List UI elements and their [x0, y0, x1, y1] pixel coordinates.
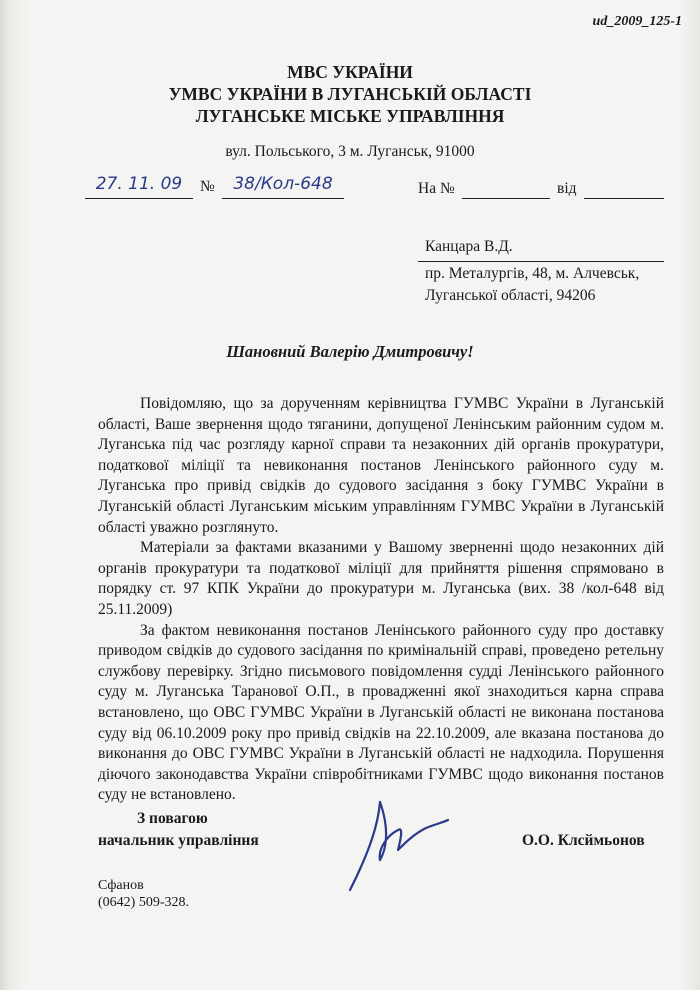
header-city-department: ЛУГАНСЬКЕ МІСЬКЕ УПРАВЛІННЯ: [195, 106, 505, 126]
body-paragraph-1: Повідомляю, що за дорученням керівництва ГУМВС України в Луганській області, Ваше звернення щодо тяганини, допущеної Ленінським районним судом м. Луганська під час розгляду карної справи та незаконних дій органів прокуратури, податкової міліції та невиконання постанов Ленінського районного суду м. Луганська про привід свідків до судового засідання з боку ГУМВС України в Луганській області Луганським міським управлінням ГУМВС України в Луганській області уважно розглянуто.: [98, 395, 664, 536]
recipient-divider: [418, 261, 664, 262]
letter-body: [98, 394, 664, 806]
greeting: Шановний Валерію Дмитровичу!: [226, 342, 474, 361]
executor-phone: (0642) 509-328.: [98, 895, 189, 910]
body-paragraph-2: Матеріали за фактами вказаними у Вашому зверненні щодо незаконних дій органів прокуратури та податкової міліції для прийняття рішення спрямовано в порядку ст. 97 КПК України до прокуратури м. Луганська (вих. 38 /кол-648 від 25.11.2009): [98, 539, 664, 618]
outgoing-number: 38/Кол-648: [233, 174, 333, 194]
executor-name: Сфанов: [98, 878, 144, 893]
closing-regards: З повагою: [137, 810, 208, 827]
number-sign: №: [200, 178, 215, 195]
closing-position: начальник управління: [98, 832, 259, 849]
reply-to-label: На №: [418, 180, 455, 197]
reply-date-blank: [584, 180, 664, 199]
header-ministry: МВС УКРАЇНИ: [287, 62, 413, 82]
header-regional-department: УМВС УКРАЇНИ В ЛУГАНСЬКІЙ ОБЛАСТІ: [168, 84, 532, 104]
recipient-address-line1: пр. Металургів, 48, м. Алчевськ,: [425, 265, 640, 282]
outgoing-date: 27. 11. 09: [95, 174, 183, 194]
sender-address: вул. Польського, 3 м. Луганськ, 91000: [225, 143, 475, 160]
recipient-address-line2: Луганської області, 94206: [425, 287, 596, 304]
handwritten-signature: [340, 790, 450, 900]
reply-to-number-blank: [462, 180, 550, 199]
body-paragraph-3: За фактом невиконання постанов Ленінського районного суду про доставку приводом свідків до судового засідання по кримінальній справі, проведено ретельну службову перевірку. Згідно письмового повідомлення судді Ленінського районного суду м. Луганська Таранової О.П., в провадженні якої знаходиться карна справа встановлено, що ОВС ГУМВС України в Луганській області не виконана постанова суду від 06.10.2009 року про привід свідків на 22.10.2009, але вказана постанова до виконання до ОВС ГУМВС України в Луганській області не надходила. Порушення діючого законодавства України співробітниками ГУМВС щодо виконання постанов суду не встановлено.: [98, 621, 664, 804]
recipient-name: Канцара В.Д.: [425, 238, 513, 255]
outgoing-number-field: [222, 174, 344, 199]
document-id: ud_2009_125-1: [592, 14, 682, 29]
reply-from-label: від: [557, 180, 577, 197]
signatory-name: О.О. Клсймьонов: [522, 832, 645, 849]
outgoing-date-field: [85, 174, 193, 199]
